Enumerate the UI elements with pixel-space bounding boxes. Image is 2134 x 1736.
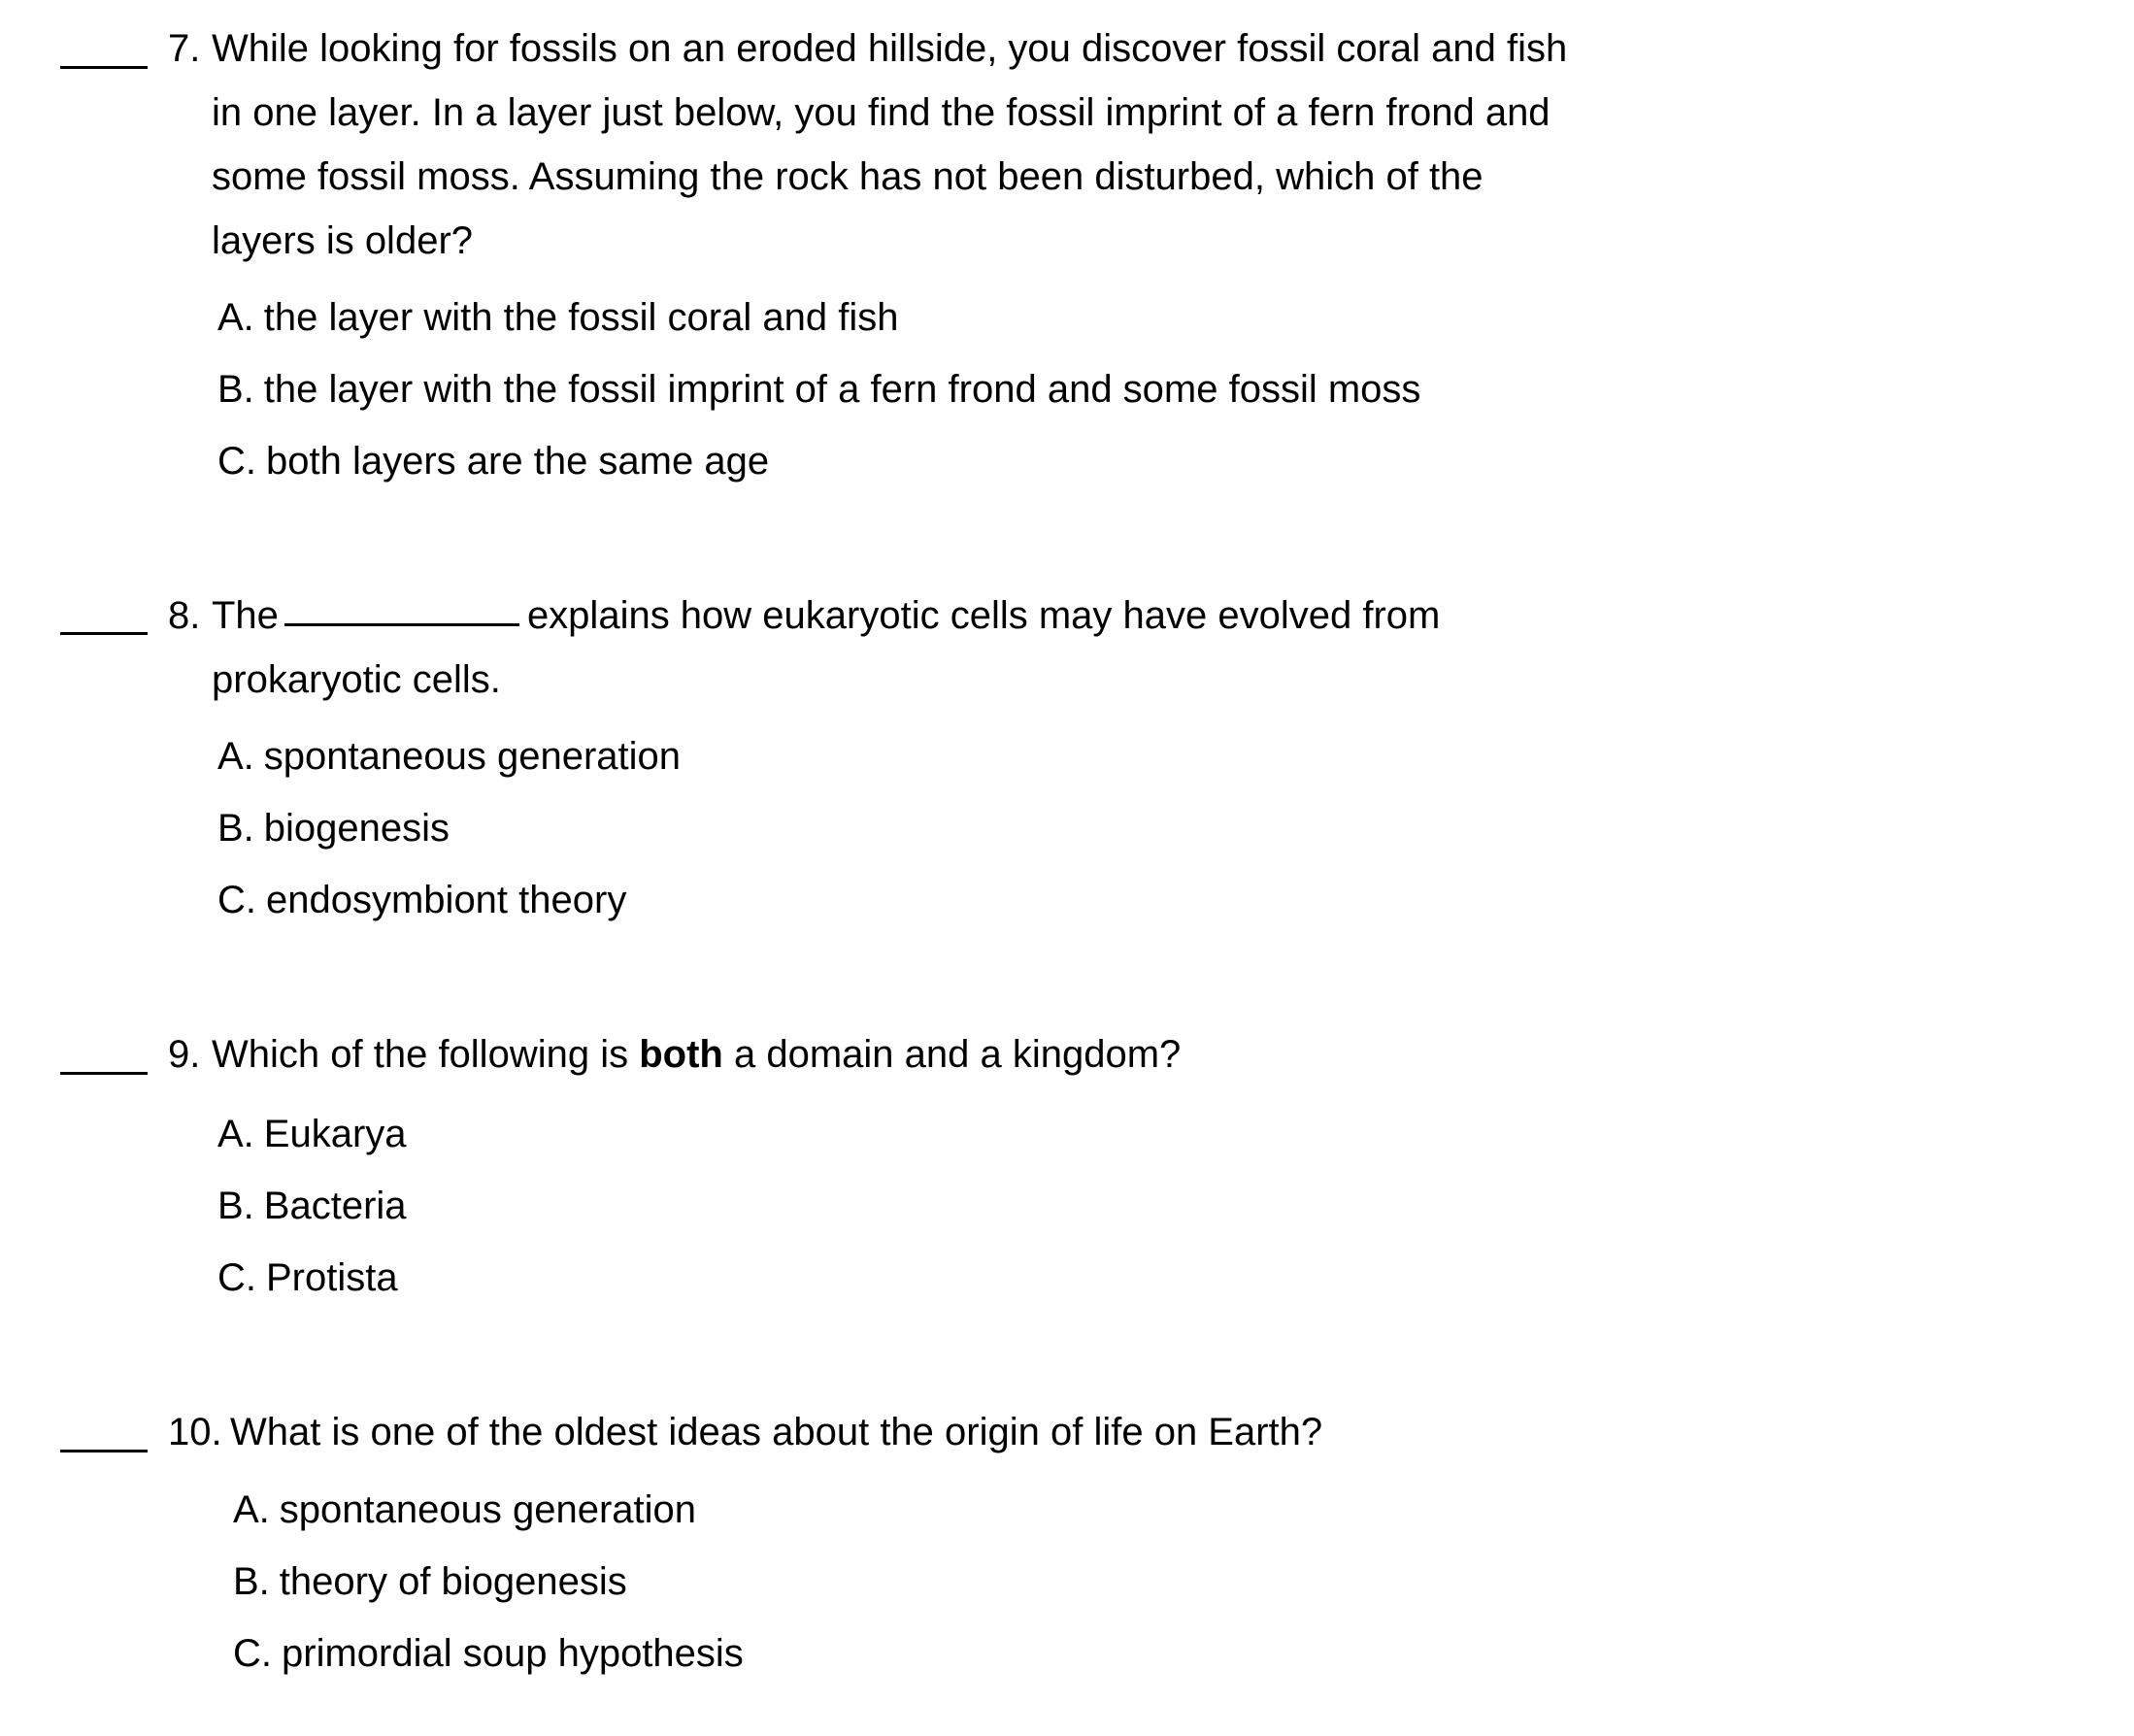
question-number: 8.	[168, 594, 201, 637]
question-suffix: explains how eukaryotic cells may have evolved from	[526, 594, 1441, 637]
choice-letter: C.	[217, 879, 256, 921]
choice-letter: C.	[233, 1632, 272, 1675]
choice-b	[217, 368, 1420, 412]
question-number: 9.	[168, 1033, 201, 1076]
choice-text: both layers are the same age	[266, 440, 770, 483]
choice-letter: B.	[233, 1560, 270, 1603]
choice-letter: C.	[217, 1256, 256, 1299]
question-text-line: some fossil moss. Assuming the rock has not been disturbed, which of the	[212, 155, 1484, 198]
fill-in-blank[interactable]	[284, 623, 519, 626]
choice-c	[217, 440, 769, 484]
choice-c	[217, 879, 626, 922]
choice-text: spontaneous generation	[263, 735, 682, 778]
question-text-line	[212, 1033, 1181, 1077]
choice-text: Bacteria	[263, 1185, 407, 1227]
choice-text: theory of biogenesis	[279, 1560, 627, 1603]
answer-blank-8[interactable]	[60, 632, 148, 635]
question-text-line: in one layer. In a layer just below, you find the fossil imprint of a fern frond and	[212, 91, 1550, 134]
choice-text: spontaneous generation	[279, 1488, 697, 1531]
choice-letter: A.	[217, 735, 254, 778]
choice-a	[217, 296, 898, 340]
question-text-line: layers is older?	[212, 219, 474, 262]
question-text-line: prokaryotic cells.	[212, 658, 501, 701]
choice-a	[233, 1488, 696, 1532]
answer-blank-9[interactable]	[60, 1072, 148, 1075]
choice-letter: A.	[233, 1488, 270, 1531]
choice-b	[217, 1185, 407, 1228]
choice-letter: A.	[217, 1113, 254, 1155]
choice-c	[217, 1256, 398, 1300]
choice-text: Protista	[266, 1256, 398, 1299]
question-text-line	[212, 594, 1440, 638]
question-emphasis: both	[639, 1033, 723, 1076]
choice-letter: B.	[217, 807, 254, 850]
question-text-line: What is one of the oldest ideas about the origin of life on Earth?	[230, 1411, 1323, 1453]
choice-text: the layer with the fossil imprint of a fern frond and some fossil moss	[263, 368, 1421, 411]
choice-text: endosymbiont theory	[266, 879, 627, 921]
choice-letter: B.	[217, 1185, 254, 1227]
question-prefix: The	[212, 594, 279, 637]
choice-text: primordial soup hypothesis	[282, 1632, 744, 1675]
choice-b	[217, 807, 450, 851]
choice-text: Eukarya	[263, 1113, 407, 1155]
question-number: 10.	[168, 1411, 222, 1453]
answer-blank-10[interactable]	[60, 1450, 148, 1452]
choice-b	[233, 1560, 627, 1604]
question-number: 7.	[168, 27, 201, 70]
choice-text: biogenesis	[263, 807, 450, 850]
answer-blank-7[interactable]	[60, 66, 148, 69]
choice-letter: A.	[217, 296, 254, 339]
question-suffix: a domain and a kingdom?	[733, 1033, 1182, 1076]
question-text-line: While looking for fossils on an eroded hillside, you discover fossil coral and fish	[212, 27, 1568, 70]
choice-letter: C.	[217, 440, 256, 483]
question-prefix: Which of the following is	[212, 1033, 629, 1076]
choice-c	[233, 1632, 744, 1676]
choice-text: the layer with the fossil coral and fish	[263, 296, 899, 339]
choice-a	[217, 1113, 407, 1156]
choice-letter: B.	[217, 368, 254, 411]
choice-a	[217, 735, 681, 779]
